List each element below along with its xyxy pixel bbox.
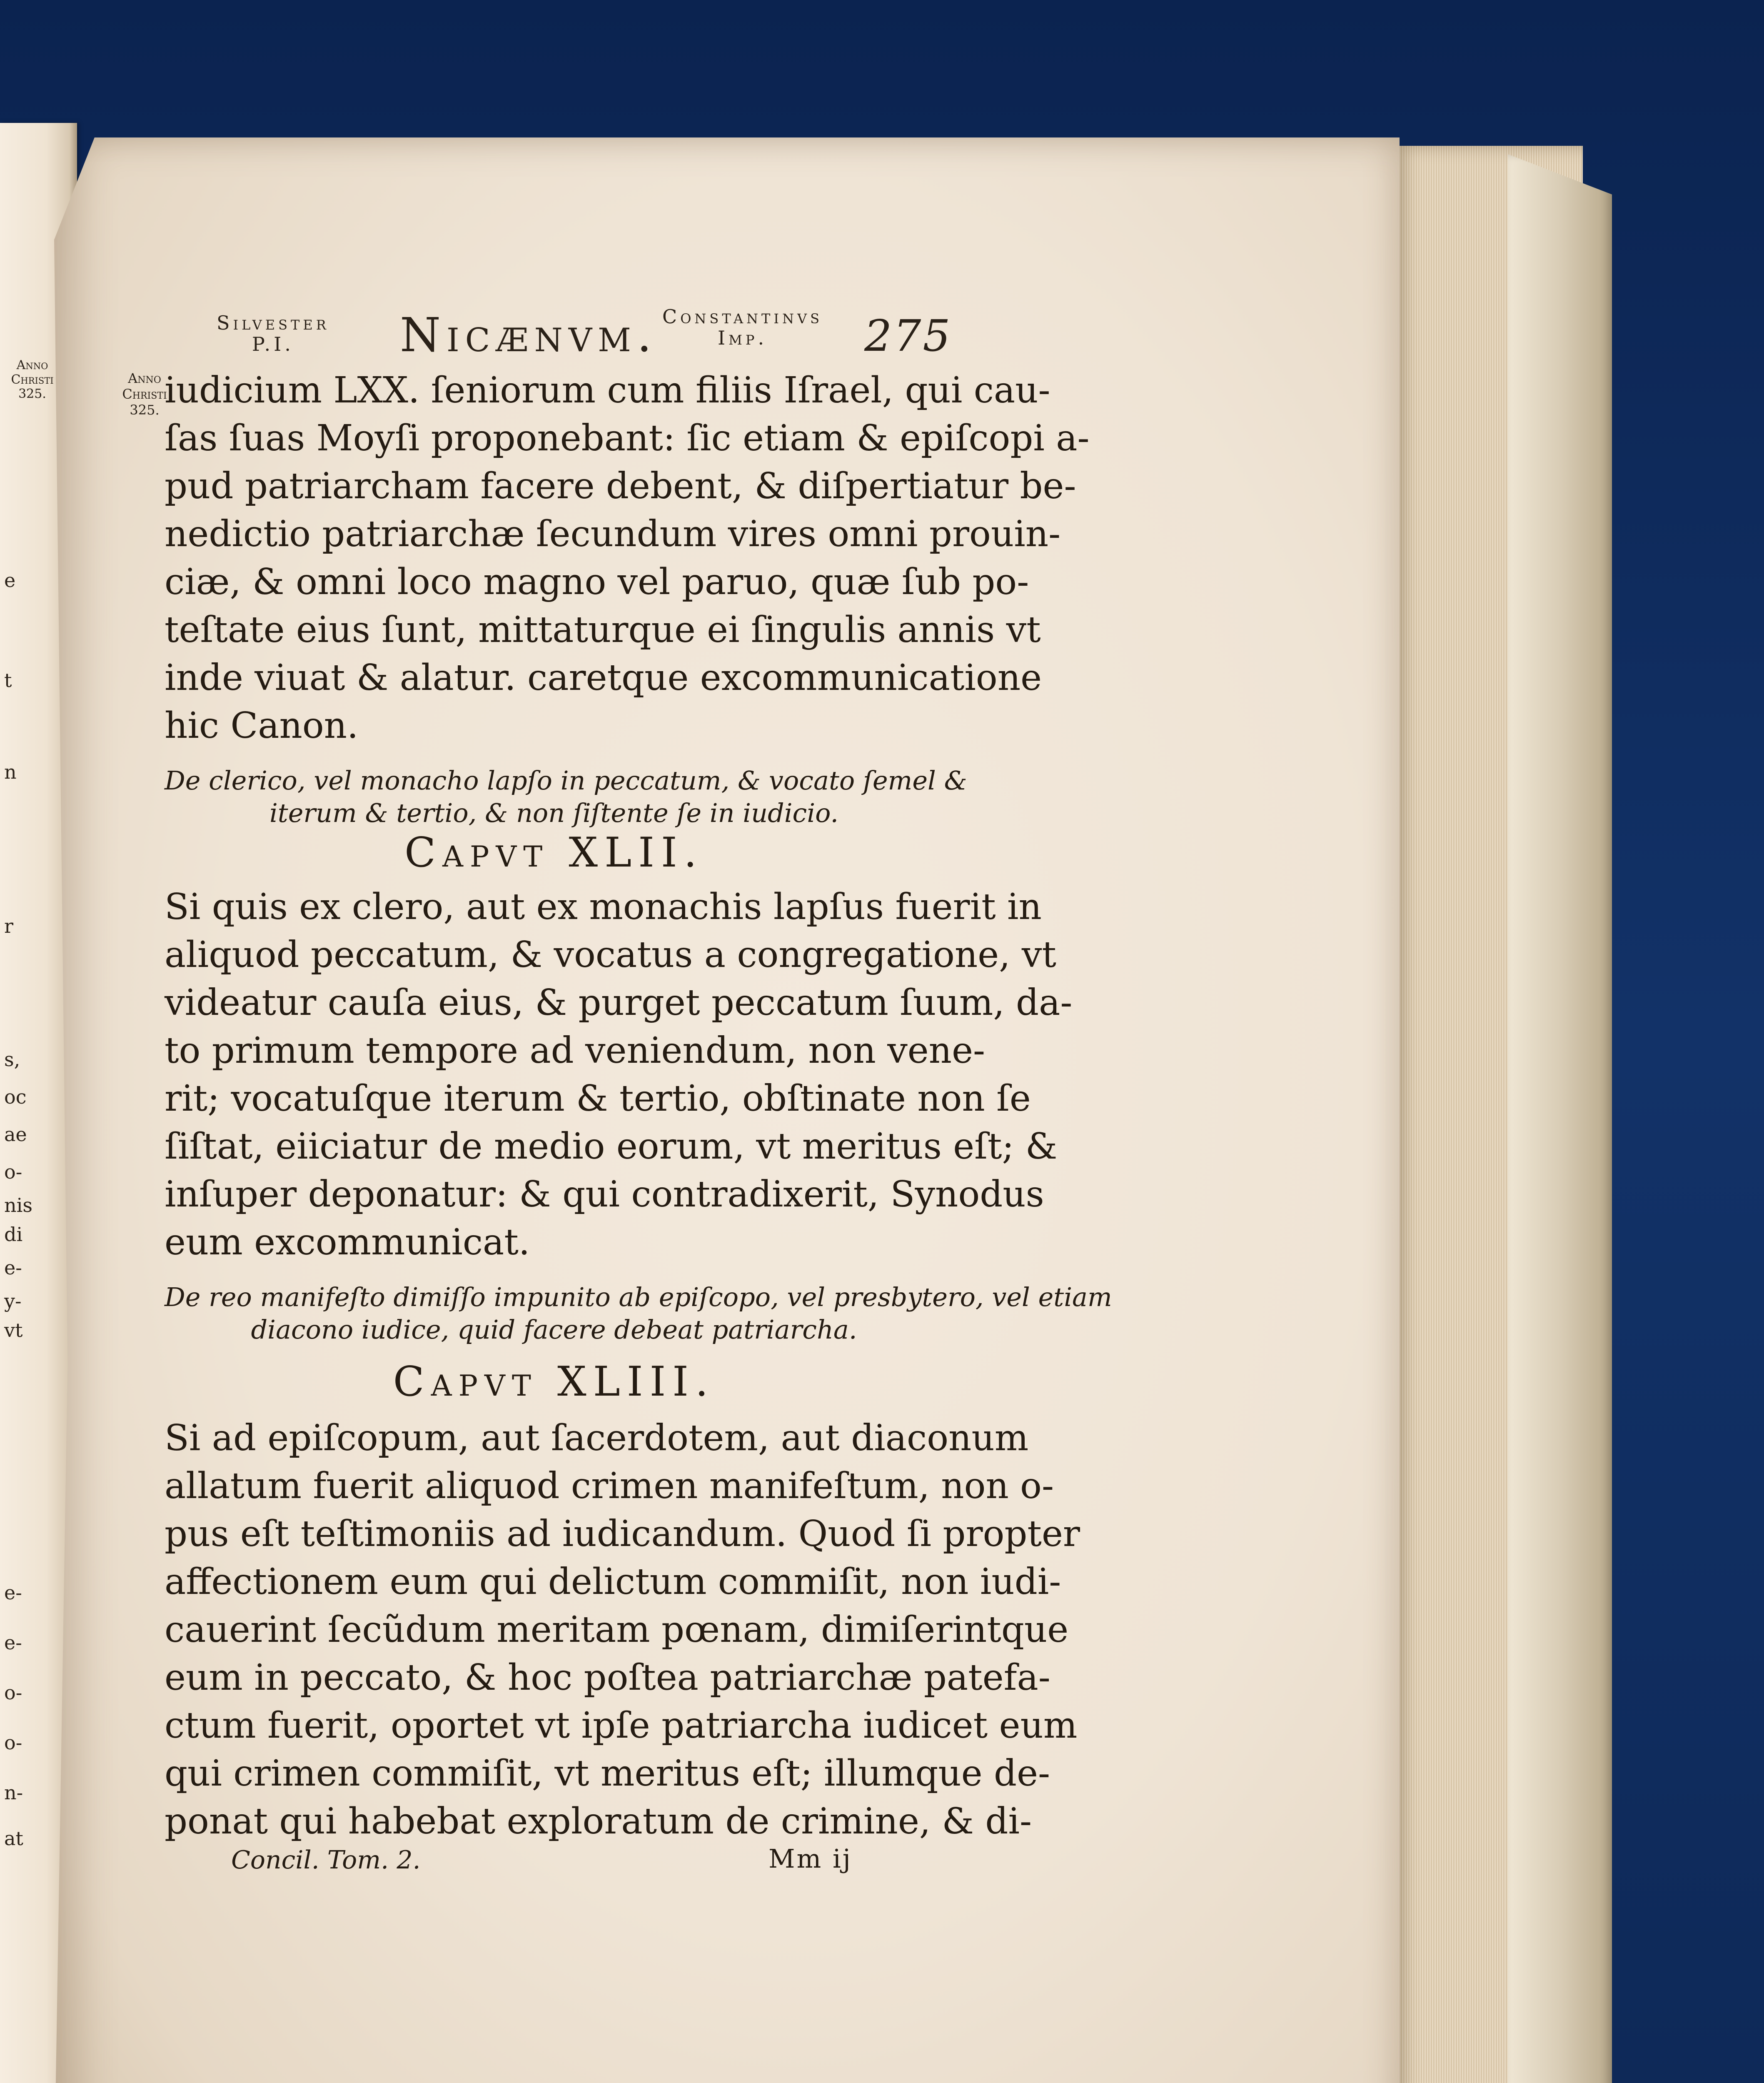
chapter-heading-43: Capvt XLIII. bbox=[393, 1358, 715, 1406]
paragraph-3 bbox=[165, 1414, 1080, 1846]
text-line: inde viuat & alatur. caretque excommunicatione bbox=[165, 657, 1042, 699]
page-number: 275 bbox=[864, 310, 952, 361]
margin-note bbox=[117, 371, 172, 418]
text-line: rit; vocatuſque iterum & tertio, obſtinate non ſe bbox=[165, 1078, 1031, 1119]
left-fragment: e- bbox=[4, 1631, 22, 1654]
left-fragment: r bbox=[4, 915, 13, 937]
text-line: cauerint ſecũdum meritam pœnam, dimiſerintque bbox=[165, 1609, 1069, 1651]
text-line: allatum fuerit aliquod crimen manifeſtum, non o- bbox=[165, 1465, 1054, 1507]
left-fragment: n- bbox=[4, 1781, 23, 1804]
rubric-line: De reo manifeſto dimiſſo impunito ab epiſcopo, vel presbytero, vel etiam bbox=[165, 1282, 1112, 1312]
left-fragment: e- bbox=[4, 1581, 22, 1604]
left-margin-note-line: Christi bbox=[11, 372, 54, 387]
running-head-right bbox=[662, 306, 823, 348]
left-fragment: at bbox=[4, 1827, 23, 1850]
left-fragment: o- bbox=[4, 1731, 22, 1754]
running-head-left bbox=[217, 312, 329, 355]
left-margin-note-line: 325. bbox=[18, 387, 46, 401]
left-margin-note bbox=[8, 358, 56, 402]
rubric-line: De clerico, vel monacho lapſo in peccatum, & vocato ſemel & bbox=[165, 765, 967, 796]
text-line: inſuper deponatur: & qui contradixerit, Synodus bbox=[165, 1174, 1044, 1215]
text-line: ctum fuerit, oportet vt ipſe patriarcha iudicet eum bbox=[165, 1705, 1078, 1746]
left-fragment: t bbox=[4, 669, 12, 692]
rubric-line: diacono iudice, quid facere debeat patriarcha. bbox=[251, 1314, 857, 1345]
text-line: pud patriarcham facere debent, & diſpertiatur be- bbox=[165, 465, 1076, 507]
text-line: aliquod peccatum, & vocatus a congregatione, vt bbox=[165, 934, 1056, 976]
margin-note-line: 325. bbox=[130, 402, 160, 418]
left-fragment: o- bbox=[4, 1161, 22, 1183]
signature-mark: Concil. Tom. 2. bbox=[231, 1846, 421, 1875]
text-line: ciæ, & omni loco magno vel paruo, quæ ſub po- bbox=[165, 561, 1029, 603]
left-fragment: n bbox=[4, 761, 17, 783]
left-fragment: o- bbox=[4, 1681, 22, 1704]
running-head-left-bottom: P.I. bbox=[252, 332, 294, 355]
left-fragment: y- bbox=[4, 1290, 22, 1312]
left-margin-note-line: Anno bbox=[16, 358, 48, 372]
text-line: eum excommunicat. bbox=[165, 1221, 530, 1263]
rubric-line: iterum & tertio, & non ſiſtente ſe in iudicio. bbox=[269, 798, 839, 828]
text-line: ſas ſuas Moyſi proponebant: ſic etiam & epiſcopi a- bbox=[165, 417, 1090, 459]
left-fragment: ae bbox=[4, 1123, 27, 1146]
text-line: qui crimen commiſit, vt meritus eſt; illumque de- bbox=[165, 1753, 1050, 1794]
text-line: teſtate eius ſunt, mittaturque ei ſingulis annis vt bbox=[165, 609, 1041, 651]
running-head-title: Nicænvm. bbox=[400, 308, 658, 362]
text-line: Si ad epiſcopum, aut ſacerdotem, aut diaconum bbox=[165, 1417, 1029, 1459]
rubric-2 bbox=[165, 1281, 1112, 1346]
text-line: affectionem eum qui delictum commiſit, non iudi- bbox=[165, 1561, 1061, 1603]
left-fragment: nis bbox=[4, 1194, 32, 1216]
left-fragment: oc bbox=[4, 1086, 27, 1108]
book-cover bbox=[1508, 154, 1612, 2083]
left-fragment: di bbox=[4, 1223, 23, 1246]
margin-note-line: Christi bbox=[122, 386, 167, 402]
paragraph-2 bbox=[165, 883, 1073, 1266]
text-line: iudicium LXX. ſeniorum cum filiis Iſrael, qui cau- bbox=[165, 370, 1050, 411]
margin-note-line: Anno bbox=[128, 370, 161, 386]
running-head-right-bottom: Imp. bbox=[717, 326, 768, 349]
chapter-heading-42: Capvt XLII. bbox=[404, 829, 704, 877]
rubric-1 bbox=[165, 764, 967, 829]
left-fragment: e bbox=[4, 569, 16, 592]
text-line: ponat qui habebat exploratum de crimine, & di- bbox=[165, 1801, 1032, 1842]
text-line: nedictio patriarchæ ſecundum vires omni prouin- bbox=[165, 513, 1061, 555]
text-line: eum in peccato, & hoc poſtea patriarchæ patefa- bbox=[165, 1657, 1050, 1698]
catchword: Mm ij bbox=[768, 1843, 853, 1874]
text-line: ſiſtat, eiiciatur de medio eorum, vt meritus eſt; & bbox=[165, 1126, 1058, 1167]
text-line: videatur cauſa eius, & purget peccatum ſuum, da- bbox=[165, 982, 1073, 1024]
text-line: hic Canon. bbox=[165, 705, 359, 747]
left-fragment: vt bbox=[4, 1319, 23, 1341]
left-fragment: s, bbox=[4, 1048, 20, 1071]
paragraph-1 bbox=[165, 367, 1090, 750]
text-line: Si quis ex clero, aut ex monachis lapſus fuerit in bbox=[165, 886, 1042, 928]
left-fragment: e- bbox=[4, 1256, 22, 1279]
running-head-left-top: Silvester bbox=[217, 312, 329, 334]
text-line: pus eſt teſtimoniis ad iudicandum. Quod ſi propter bbox=[165, 1513, 1080, 1555]
running-head-right-top: Constantinvs bbox=[662, 305, 823, 328]
text-line: to primum tempore ad veniendum, non vene- bbox=[165, 1030, 986, 1071]
